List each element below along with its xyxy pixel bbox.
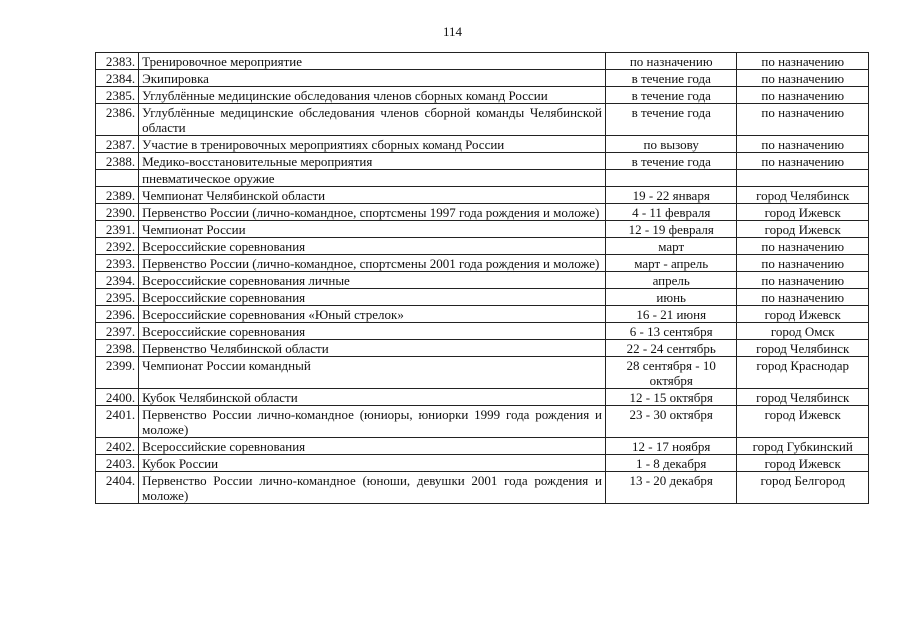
event-place: город Белгород [737, 472, 869, 504]
table-row [96, 238, 869, 255]
table-row [96, 221, 869, 238]
table-row [96, 323, 869, 340]
event-name: Всероссийские соревнования личные [139, 272, 606, 289]
event-date: 12 - 19 февраля [605, 221, 737, 238]
event-name: Участие в тренировочных мероприятиях сборных команд России [139, 136, 606, 153]
table-row [96, 70, 869, 87]
event-name: Кубок Челябинской области [139, 389, 606, 406]
event-name: Всероссийские соревнования [139, 323, 606, 340]
table-row [96, 136, 869, 153]
event-place: по назначению [737, 153, 869, 170]
event-date: март [605, 238, 737, 255]
event-name: Углублённые медицинские обследования членов сборных команд России [139, 87, 606, 104]
event-place: по назначению [737, 87, 869, 104]
event-name: Чемпионат России командный [139, 357, 606, 389]
row-number: 2393. [96, 255, 139, 272]
row-number: 2387. [96, 136, 139, 153]
event-place: по назначению [737, 70, 869, 87]
table-row [96, 187, 869, 204]
event-place: по назначению [737, 289, 869, 306]
table-row [96, 204, 869, 221]
event-name: Всероссийские соревнования «Юный стрелок» [139, 306, 606, 323]
event-name: Тренировочное мероприятие [139, 53, 606, 70]
row-number: 2386. [96, 104, 139, 136]
event-place: город Челябинск [737, 340, 869, 357]
event-date: 6 - 13 сентября [605, 323, 737, 340]
event-name: Углублённые медицинские обследования членов сборной команды Челябинской области [139, 104, 606, 136]
table-row [96, 438, 869, 455]
event-place: город Губкинский [737, 438, 869, 455]
event-place: город Омск [737, 323, 869, 340]
event-date: март - апрель [605, 255, 737, 272]
table-row [96, 87, 869, 104]
page-number: 114 [442, 24, 463, 39]
row-number: 2384. [96, 70, 139, 87]
table-row [96, 406, 869, 438]
row-number: 2390. [96, 204, 139, 221]
table-row [96, 289, 869, 306]
event-name: Экипировка [139, 70, 606, 87]
event-date: 12 - 15 октября [605, 389, 737, 406]
event-date: 16 - 21 июня [605, 306, 737, 323]
event-name: Всероссийские соревнования [139, 289, 606, 306]
table-row [96, 104, 869, 136]
event-place: по назначению [737, 104, 869, 136]
event-name: Первенство России лично-командное (юниоры, юниорки 1999 года рождения и моложе) [139, 406, 606, 438]
row-number: 2397. [96, 323, 139, 340]
event-date: по вызову [605, 136, 737, 153]
row-number: 2388. [96, 153, 139, 170]
table-row [96, 153, 869, 170]
events-table [95, 52, 869, 504]
event-place: город Ижевск [737, 204, 869, 221]
row-number-empty [96, 170, 139, 187]
event-date: 23 - 30 октября [605, 406, 737, 438]
row-number: 2391. [96, 221, 139, 238]
event-name: Чемпионат России [139, 221, 606, 238]
event-name: Первенство России (лично-командное, спортсмены 1997 года рождения и моложе) [139, 204, 606, 221]
row-number: 2400. [96, 389, 139, 406]
event-date: 22 - 24 сентябрь [605, 340, 737, 357]
event-place-empty [737, 170, 869, 187]
table-row [96, 340, 869, 357]
section-row [96, 170, 869, 187]
table-row [96, 53, 869, 70]
table-row [96, 255, 869, 272]
row-number: 2399. [96, 357, 139, 389]
event-name: Первенство России лично-командное (юноши, девушки 2001 года рождения и моложе) [139, 472, 606, 504]
event-date: апрель [605, 272, 737, 289]
table-row [96, 455, 869, 472]
event-place: по назначению [737, 238, 869, 255]
event-date: 12 - 17 ноября [605, 438, 737, 455]
event-date: по назначению [605, 53, 737, 70]
row-number: 2395. [96, 289, 139, 306]
row-number: 2389. [96, 187, 139, 204]
event-name: Всероссийские соревнования [139, 438, 606, 455]
table-row [96, 389, 869, 406]
table-row [96, 272, 869, 289]
event-name: Кубок России [139, 455, 606, 472]
event-place: по назначению [737, 272, 869, 289]
section-title: пневматическое оружие [139, 170, 606, 187]
row-number: 2392. [96, 238, 139, 255]
row-number: 2398. [96, 340, 139, 357]
event-place: город Ижевск [737, 221, 869, 238]
row-number: 2383. [96, 53, 139, 70]
event-name: Всероссийские соревнования [139, 238, 606, 255]
event-date: 13 - 20 декабря [605, 472, 737, 504]
event-place: город Челябинск [737, 187, 869, 204]
event-date: 28 сентября - 10 октября [605, 357, 737, 389]
event-date: 1 - 8 декабря [605, 455, 737, 472]
event-name: Чемпионат Челябинской области [139, 187, 606, 204]
event-place: по назначению [737, 255, 869, 272]
event-place: город Краснодар [737, 357, 869, 389]
row-number: 2394. [96, 272, 139, 289]
event-place: город Ижевск [737, 306, 869, 323]
event-date-empty [605, 170, 737, 187]
row-number: 2404. [96, 472, 139, 504]
event-place: город Ижевск [737, 406, 869, 438]
event-date: в течение года [605, 153, 737, 170]
table-row [96, 357, 869, 389]
event-place: по назначению [737, 53, 869, 70]
row-number: 2401. [96, 406, 139, 438]
row-number: 2396. [96, 306, 139, 323]
event-place: по назначению [737, 136, 869, 153]
event-place: город Челябинск [737, 389, 869, 406]
event-date: в течение года [605, 70, 737, 87]
event-date: 19 - 22 января [605, 187, 737, 204]
event-place: город Ижевск [737, 455, 869, 472]
table-row [96, 306, 869, 323]
row-number: 2403. [96, 455, 139, 472]
event-date: в течение года [605, 87, 737, 104]
row-number: 2385. [96, 87, 139, 104]
event-date: июнь [605, 289, 737, 306]
event-name: Медико-восстановительные мероприятия [139, 153, 606, 170]
table-row [96, 472, 869, 504]
row-number: 2402. [96, 438, 139, 455]
event-name: Первенство Челябинской области [139, 340, 606, 357]
event-date: в течение года [605, 104, 737, 136]
event-date: 4 - 11 февраля [605, 204, 737, 221]
event-name: Первенство России (лично-командное, спортсмены 2001 года рождения и моложе) [139, 255, 606, 272]
